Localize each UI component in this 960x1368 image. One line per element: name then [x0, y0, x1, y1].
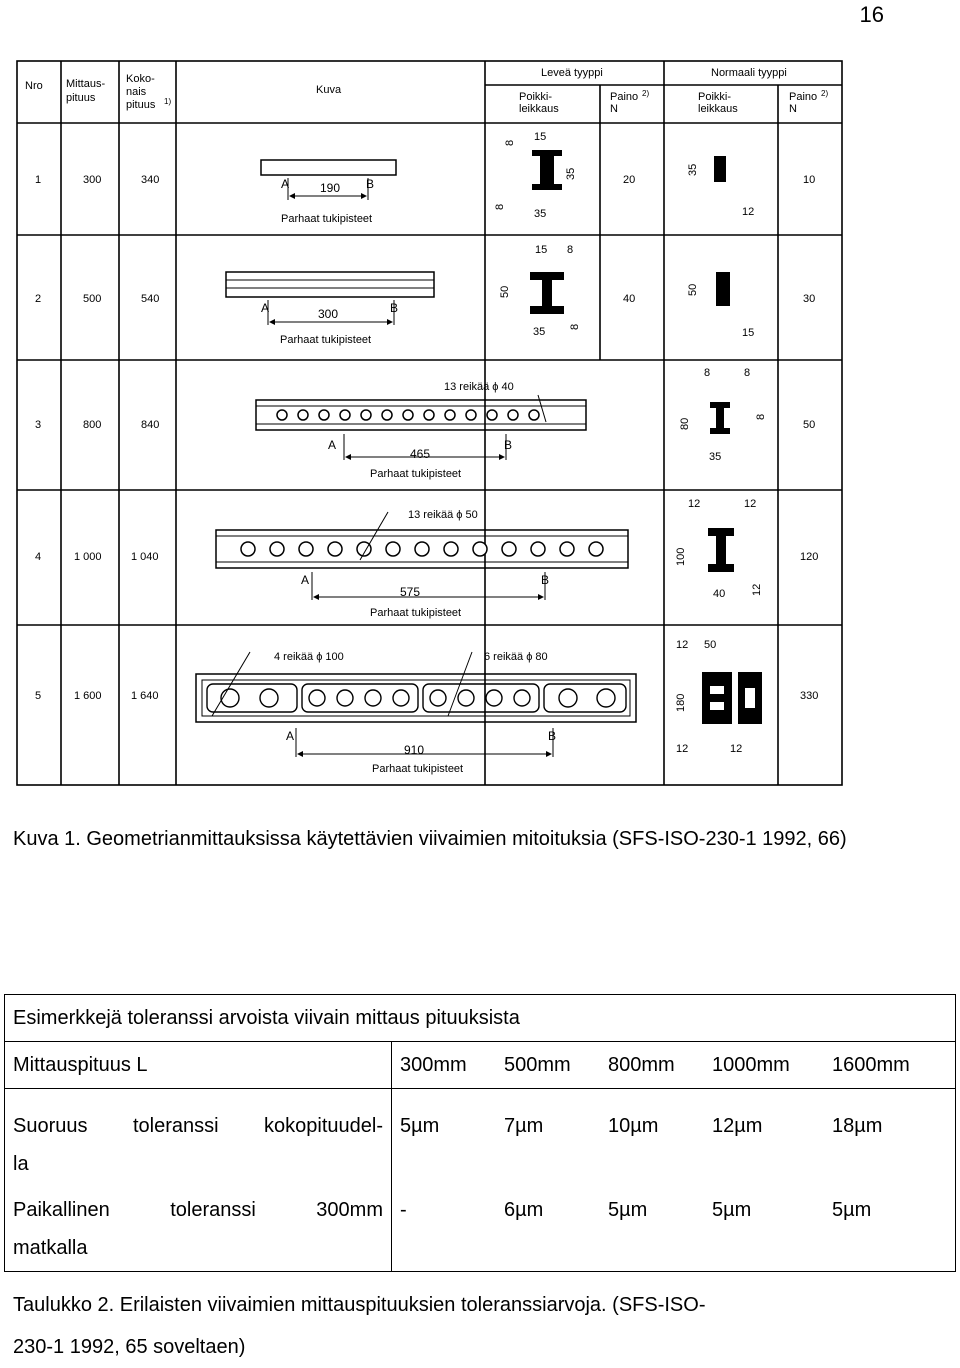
row2-point-b: B: [390, 301, 399, 315]
row1-wide-top1: 8: [504, 139, 516, 146]
row4-point-a: A: [301, 573, 310, 587]
row4-holes-label: 13 reikää ϕ 50: [408, 509, 478, 521]
row2-norm-height: 50: [687, 283, 699, 296]
table-row-values: [392, 1089, 956, 1188]
row3-span: 465: [410, 447, 431, 461]
row2-wide-height: 50: [499, 285, 511, 298]
table-cell: 10µm: [608, 1115, 659, 1137]
header-koko-2: nais: [126, 86, 147, 98]
row3-ruler-drawing: [256, 367, 767, 480]
row3-norm-height: 80: [679, 417, 691, 430]
table-title: Esimerkkejä toleranssi arvoista viivain mittaus pituuksista: [5, 995, 956, 1042]
row3-norm-side: 8: [755, 413, 767, 420]
table-header-cell: 500mm: [504, 1054, 571, 1076]
row3-point-a: A: [328, 438, 337, 452]
row3-holes-label: 13 reikää ϕ 40: [444, 381, 514, 393]
row5-point-b: B: [548, 729, 557, 743]
table-cell: 7µm: [504, 1115, 544, 1137]
row4-support-label: Parhaat tukipisteet: [370, 607, 462, 619]
table-caption: [13, 1284, 706, 1368]
header-normaali-paino-1: Paino: [789, 91, 818, 103]
row2-wide-bottom2: 8: [569, 323, 581, 330]
table-cell: 5µm: [832, 1199, 872, 1221]
row2-label-b: matkalla: [13, 1237, 88, 1259]
row2-nro: 2: [35, 293, 42, 305]
table-header-cell: 1000mm: [712, 1054, 790, 1076]
row2-support-label: Parhaat tukipisteet: [280, 334, 372, 346]
header-levea-poikki-1: Poikki-: [519, 91, 553, 103]
row3-support-label: Parhaat tukipisteet: [370, 468, 462, 480]
row1-wide-bottom2: 35: [534, 208, 547, 220]
header-normaali-poikki-1: Poikki-: [698, 91, 732, 103]
table-cell: 12µm: [712, 1115, 763, 1137]
row3-norm-top2: 8: [744, 367, 751, 379]
row5-mittaus: 1 600: [74, 690, 102, 702]
row1-wide-height: 35: [565, 167, 577, 180]
row4-norm-top1: 12: [688, 498, 701, 510]
row4-nro: 4: [35, 551, 42, 563]
row5-support-label: Parhaat tukipisteet: [372, 763, 464, 775]
row5-norm-bottom1: 12: [676, 743, 689, 755]
row4-mittaus: 1 000: [74, 551, 102, 563]
header-mittaus-1: Mittaus-: [66, 78, 106, 90]
table-caption-line1: Taulukko 2. Erilaisten viivaimien mittauspituuksien toleranssiarvoja. (SFS-ISO-: [13, 1294, 706, 1316]
table-cell: 5µm: [712, 1199, 752, 1221]
table-row-label: [5, 1089, 392, 1188]
table-caption-line2: 230-1 1992, 65 soveltaen): [13, 1336, 246, 1358]
header-normaali: Normaali tyyppi: [711, 67, 787, 79]
row4-point-b: B: [541, 573, 550, 587]
row5-norm-height: 180: [675, 693, 687, 712]
row4-norm-width: 40: [713, 588, 726, 600]
table-cell: 6µm: [504, 1199, 544, 1221]
row2-ruler-drawing: [226, 244, 754, 346]
row1-levea-paino: 20: [623, 174, 636, 186]
row1-label-b: la: [13, 1153, 29, 1175]
header-levea-paino-1: Paino: [610, 91, 639, 103]
header-koko-3: pituus: [126, 99, 156, 111]
row2-levea-paino: 40: [623, 293, 636, 305]
table-row-values: [392, 1187, 956, 1272]
row1-label-a: Suoruus toleranssi kokopituudel-: [13, 1115, 383, 1137]
row3-point-b: B: [504, 438, 513, 452]
row2-label-a: Paikallinen toleranssi 300mm: [13, 1199, 383, 1221]
row4-norm-side: 12: [751, 583, 763, 596]
table-cell: -: [400, 1199, 407, 1221]
header-normaali-paino-sup: 2): [821, 89, 829, 98]
row3-nro: 3: [35, 419, 42, 431]
ruler-dimensions-figure: [16, 60, 844, 788]
row2-wide-top1: 15: [535, 244, 548, 256]
row2-wide-bottom1: 35: [533, 326, 546, 338]
header-normaali-poikki-2: leikkaus: [698, 103, 738, 115]
header-kuva: Kuva: [316, 84, 342, 96]
row1-norm-height: 35: [687, 163, 699, 176]
row1-nro: 1: [35, 174, 42, 186]
row1-koko: 340: [141, 174, 160, 186]
row2-point-a: A: [261, 301, 270, 315]
row1-support-label: Parhaat tukipisteet: [281, 213, 373, 225]
row4-norm-height: 100: [675, 547, 687, 566]
row5-norm-bottom2: 12: [730, 743, 743, 755]
row4-norm-top2: 12: [744, 498, 757, 510]
row2-mittaus: 500: [83, 293, 102, 305]
table-cell: 5µm: [608, 1199, 648, 1221]
row4-normaali-paino: 120: [800, 551, 819, 563]
row4-span: 575: [400, 585, 421, 599]
row5-span: 910: [404, 743, 425, 757]
row2-koko: 540: [141, 293, 160, 305]
row5-ruler-drawing: [196, 639, 762, 775]
row2-normaali-paino: 30: [803, 293, 816, 305]
row5-norm-top2: 50: [704, 639, 717, 651]
page-number: 16: [859, 2, 884, 27]
row1-wide-top2: 15: [534, 131, 547, 143]
header-nro: Nro: [25, 80, 43, 92]
table-col-label: Mittauspituus L: [5, 1042, 392, 1089]
row1-normaali-paino: 10: [803, 174, 816, 186]
row5-normaali-paino: 330: [800, 690, 819, 702]
table-header-cell: 300mm: [400, 1054, 467, 1076]
row3-norm-top1: 8: [704, 367, 711, 379]
header-levea-paino-sup: 2): [642, 89, 650, 98]
table-header-cell: 800mm: [608, 1054, 675, 1076]
row2-wide-top2: 8: [567, 244, 574, 256]
row3-mittaus: 800: [83, 419, 102, 431]
row1-norm-width: 12: [742, 206, 755, 218]
row1-ruler-drawing: [261, 131, 754, 225]
header-levea: Leveä tyyppi: [541, 67, 603, 79]
row4-koko: 1 040: [131, 551, 159, 563]
table-header-cells: [392, 1042, 956, 1089]
row5-holes-right-label: 6 reikää ϕ 80: [484, 651, 548, 663]
row1-point-a: A: [281, 177, 290, 191]
figure-caption: Kuva 1. Geometrianmittauksissa käytettävien viivaimien mitoituksia (SFS-ISO-230-1 1992, 66): [13, 828, 847, 850]
tolerance-table: [4, 994, 956, 1272]
row5-nro: 5: [35, 690, 42, 702]
row5-point-a: A: [286, 729, 295, 743]
row3-normaali-paino: 50: [803, 419, 816, 431]
header-mittaus-2: pituus: [66, 92, 96, 104]
row2-span: 300: [318, 307, 339, 321]
row1-wide-bottom1: 8: [494, 203, 506, 210]
table-row-label: [5, 1187, 392, 1272]
table-cell: 18µm: [832, 1115, 883, 1137]
row2-norm-width: 15: [742, 327, 755, 339]
header-levea-poikki-2: leikkaus: [519, 103, 559, 115]
row3-norm-width: 35: [709, 451, 722, 463]
row1-span: 190: [320, 181, 341, 195]
header-levea-paino-2: N: [610, 103, 618, 115]
header-koko-1: Koko-: [126, 73, 155, 85]
row1-point-b: B: [366, 177, 375, 191]
header-normaali-paino-2: N: [789, 103, 797, 115]
row5-norm-top1: 12: [676, 639, 689, 651]
header-koko-sup: 1): [164, 97, 172, 106]
row5-holes-left-label: 4 reikää ϕ 100: [274, 651, 344, 663]
row5-koko: 1 640: [131, 690, 159, 702]
table-cell: 5µm: [400, 1115, 440, 1137]
row3-koko: 840: [141, 419, 160, 431]
row1-mittaus: 300: [83, 174, 102, 186]
row4-ruler-drawing: [216, 498, 763, 619]
table-header-cell: 1600mm: [832, 1054, 910, 1076]
